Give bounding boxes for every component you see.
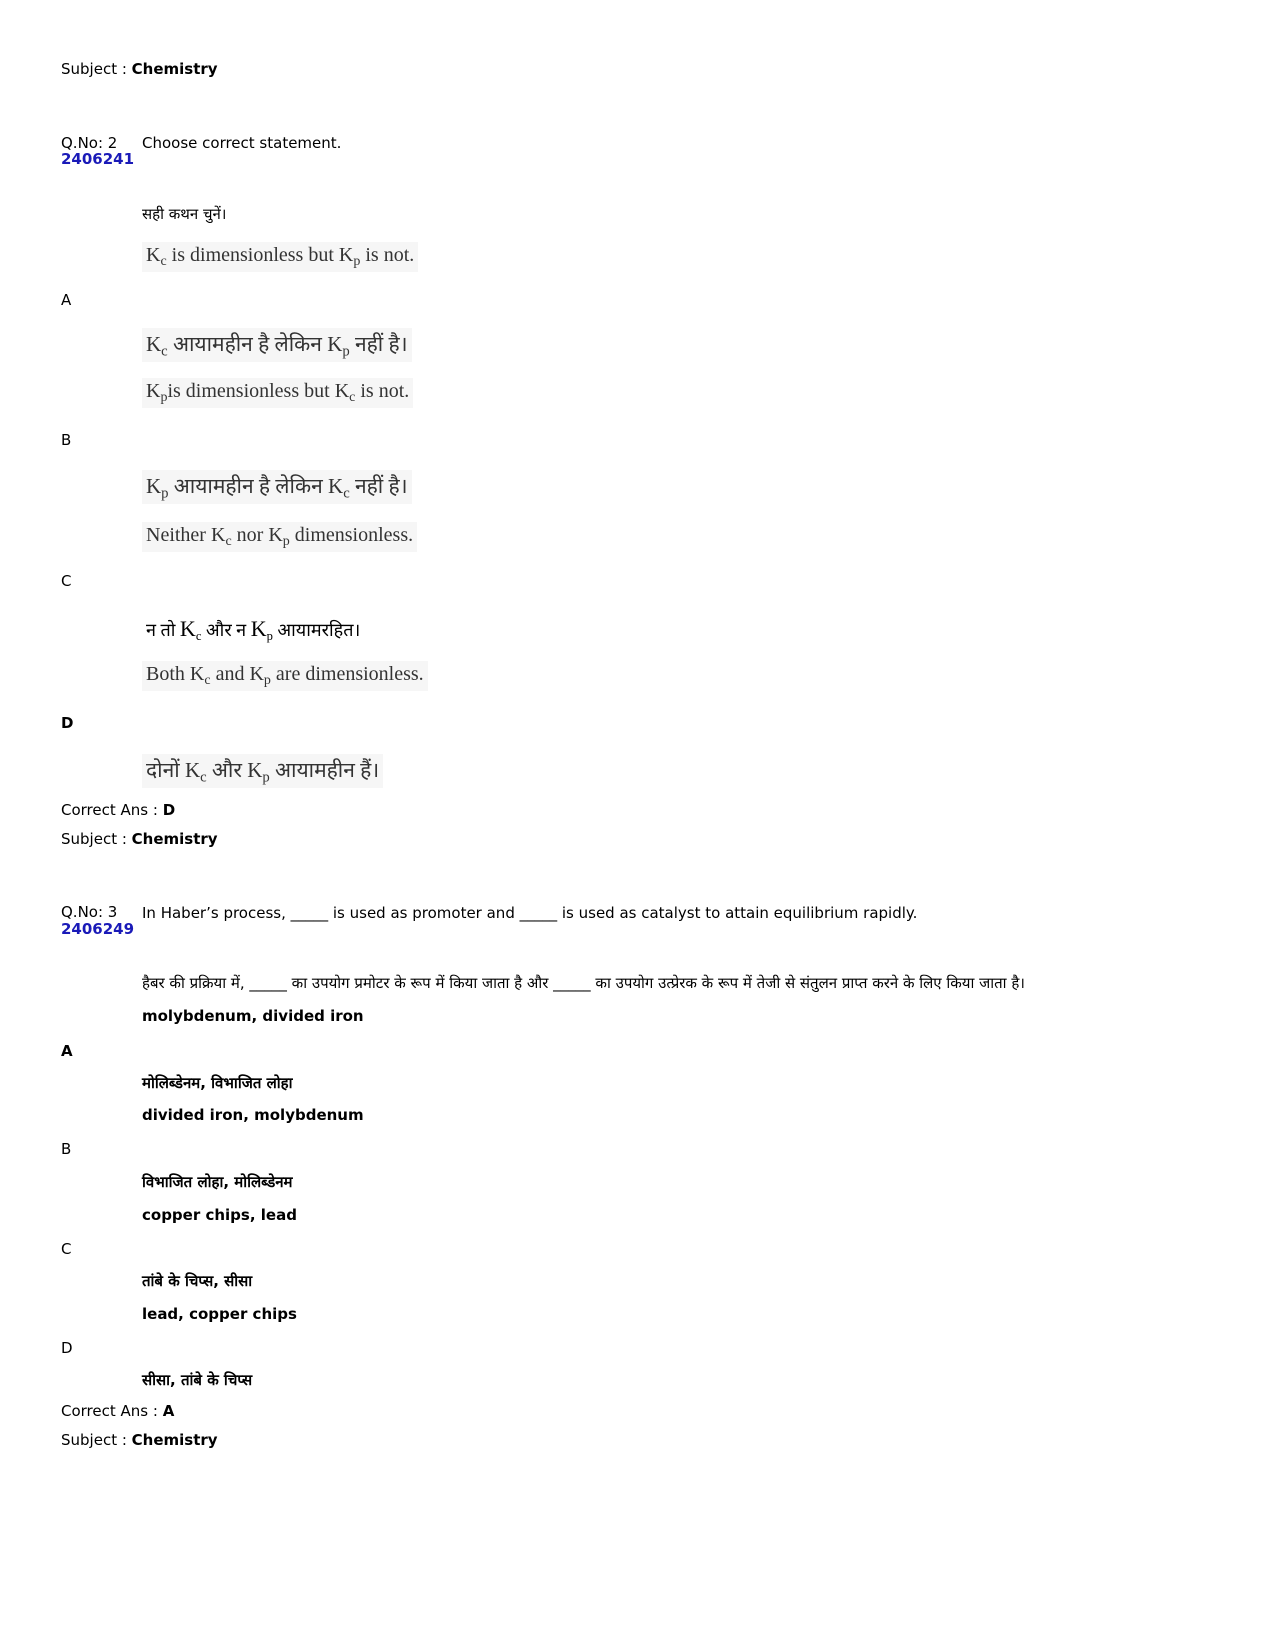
subscript-c: c [195, 628, 202, 643]
q2-option-a-en [142, 242, 418, 272]
option-text: और न [201, 620, 251, 640]
q3-text-hi: हैबर की प्रक्रिया में, _____ का उपयोग प्रमोटर के रूप में किया जाता है और _____ का उपयोग उत्प्रेरक के रूप में तेजी से संतुलन प्राप्त करने के लिए किया जाता है। [142, 974, 1025, 992]
subscript-c: c [161, 343, 168, 360]
k-symbol: K [334, 380, 350, 402]
q3-option-c-letter: C [61, 1240, 72, 1258]
subject-line [61, 60, 218, 78]
subject-value: Chemistry [131, 1431, 218, 1449]
k-symbol: K [249, 663, 264, 685]
option-text: nor [231, 524, 269, 546]
subscript-c: c [204, 673, 211, 689]
q2-option-c-en [142, 522, 417, 552]
q3-option-c-en: copper chips, lead [142, 1206, 297, 1224]
subject-line [61, 1431, 218, 1449]
qno-prefix: Q.No: [61, 903, 108, 921]
subscript-p: p [266, 628, 273, 643]
q2-option-b-en [142, 378, 413, 408]
option-text: दोनों [146, 758, 185, 782]
q3-correct-answer [61, 1402, 174, 1420]
k-symbol: K [146, 380, 161, 402]
option-text: नहीं है। [349, 332, 408, 356]
option-text: और [206, 758, 248, 782]
k-symbol: K [327, 332, 343, 356]
subscript-p: p [263, 673, 271, 689]
option-text: are dimensionless. [270, 663, 424, 685]
correct-value: A [162, 1402, 175, 1420]
q2-option-c-hi [146, 616, 360, 644]
subscript-p: p [161, 485, 169, 502]
option-text: न तो [146, 620, 180, 640]
q2-option-d-hi [142, 754, 383, 788]
q3-option-b-letter: B [61, 1140, 72, 1158]
option-text: dimensionless. [289, 524, 414, 546]
q2-correct-answer [61, 801, 175, 819]
subject-value: Chemistry [131, 830, 218, 848]
q3-id: 2406249 [61, 920, 135, 938]
q3-option-d-letter: D [61, 1339, 73, 1357]
q2-id: 2406241 [61, 150, 135, 168]
q3-option-a-en: molybdenum, divided iron [142, 1007, 364, 1025]
q3-option-b-hi: विभाजित लोहा, मोलिब्डेनम [142, 1173, 293, 1191]
k-symbol: K [268, 524, 283, 546]
subscript-c: c [200, 769, 207, 786]
q2-option-a-letter: A [61, 291, 72, 309]
option-text: आयामहीन हैं। [269, 758, 380, 782]
k-symbol: K [184, 758, 201, 782]
option-text: is not. [360, 244, 415, 266]
option-text: आयामरहित। [272, 620, 361, 640]
qno-value: 3 [107, 903, 118, 921]
option-text: and [210, 663, 250, 685]
correct-prefix: Correct Ans : [61, 1402, 163, 1420]
subscript-p: p [282, 534, 290, 550]
k-symbol: K [210, 524, 226, 546]
k-symbol: K [189, 663, 205, 685]
subject-prefix: Subject : [61, 60, 132, 78]
k-symbol: K [146, 474, 162, 498]
subscript-p: p [160, 390, 168, 406]
correct-prefix: Correct Ans : [61, 801, 163, 819]
option-text: is not. [355, 380, 410, 402]
q3-option-b-en: divided iron, molybdenum [142, 1106, 364, 1124]
subscript-p: p [262, 769, 270, 786]
k-symbol: K [146, 244, 161, 266]
q2-option-a-hi [142, 328, 412, 362]
option-text: Neither [146, 524, 211, 546]
k-symbol: K [146, 332, 162, 356]
subject-prefix: Subject : [61, 1431, 132, 1449]
qno-prefix: Q.No: [61, 134, 108, 152]
k-symbol: K [250, 616, 267, 641]
q2-option-c-letter: C [61, 572, 72, 590]
subscript-p: p [353, 254, 361, 270]
option-text: Both [146, 663, 190, 685]
correct-value: D [162, 801, 176, 819]
qno-value: 2 [107, 134, 118, 152]
option-text: आयामहीन है लेकिन [167, 332, 328, 356]
option-text: is dimensionless but [167, 380, 335, 402]
subject-prefix: Subject : [61, 830, 132, 848]
subscript-c: c [225, 534, 232, 550]
k-symbol: K [338, 244, 354, 266]
subscript-c: c [343, 485, 350, 502]
option-text: आयामहीन है लेकिन [168, 474, 329, 498]
q3-option-d-hi: सीसा, तांबे के चिप्स [142, 1371, 253, 1389]
q2-option-b-hi [142, 470, 412, 504]
option-text: is dimensionless but [166, 244, 339, 266]
q2-option-d-en [142, 661, 428, 691]
q3-option-a-letter: A [61, 1042, 73, 1060]
q2-option-d-letter: D [61, 714, 74, 732]
subscript-p: p [342, 343, 350, 360]
k-symbol: K [328, 474, 344, 498]
q2-option-b-letter: B [61, 431, 72, 449]
q3-number [61, 903, 117, 921]
option-text: नहीं है। [349, 474, 408, 498]
q3-text-en: In Haber’s process, _____ is used as promoter and _____ is used as catalyst to attain equilibrium rapidly. [142, 904, 918, 922]
k-symbol: K [179, 616, 196, 641]
subject-value: Chemistry [131, 60, 218, 78]
q3-option-c-hi: तांबे के चिप्स, सीसा [142, 1272, 253, 1290]
subject-line [61, 830, 218, 848]
q3-option-d-en: lead, copper chips [142, 1305, 297, 1323]
q2-text-hi: सही कथन चुनें। [142, 205, 227, 223]
q2-text-en: Choose correct statement. [142, 134, 342, 152]
subscript-c: c [349, 390, 356, 406]
q3-option-a-hi: मोलिब्डेनम, विभाजित लोहा [142, 1074, 293, 1092]
k-symbol: K [247, 758, 263, 782]
subscript-c: c [160, 254, 167, 270]
